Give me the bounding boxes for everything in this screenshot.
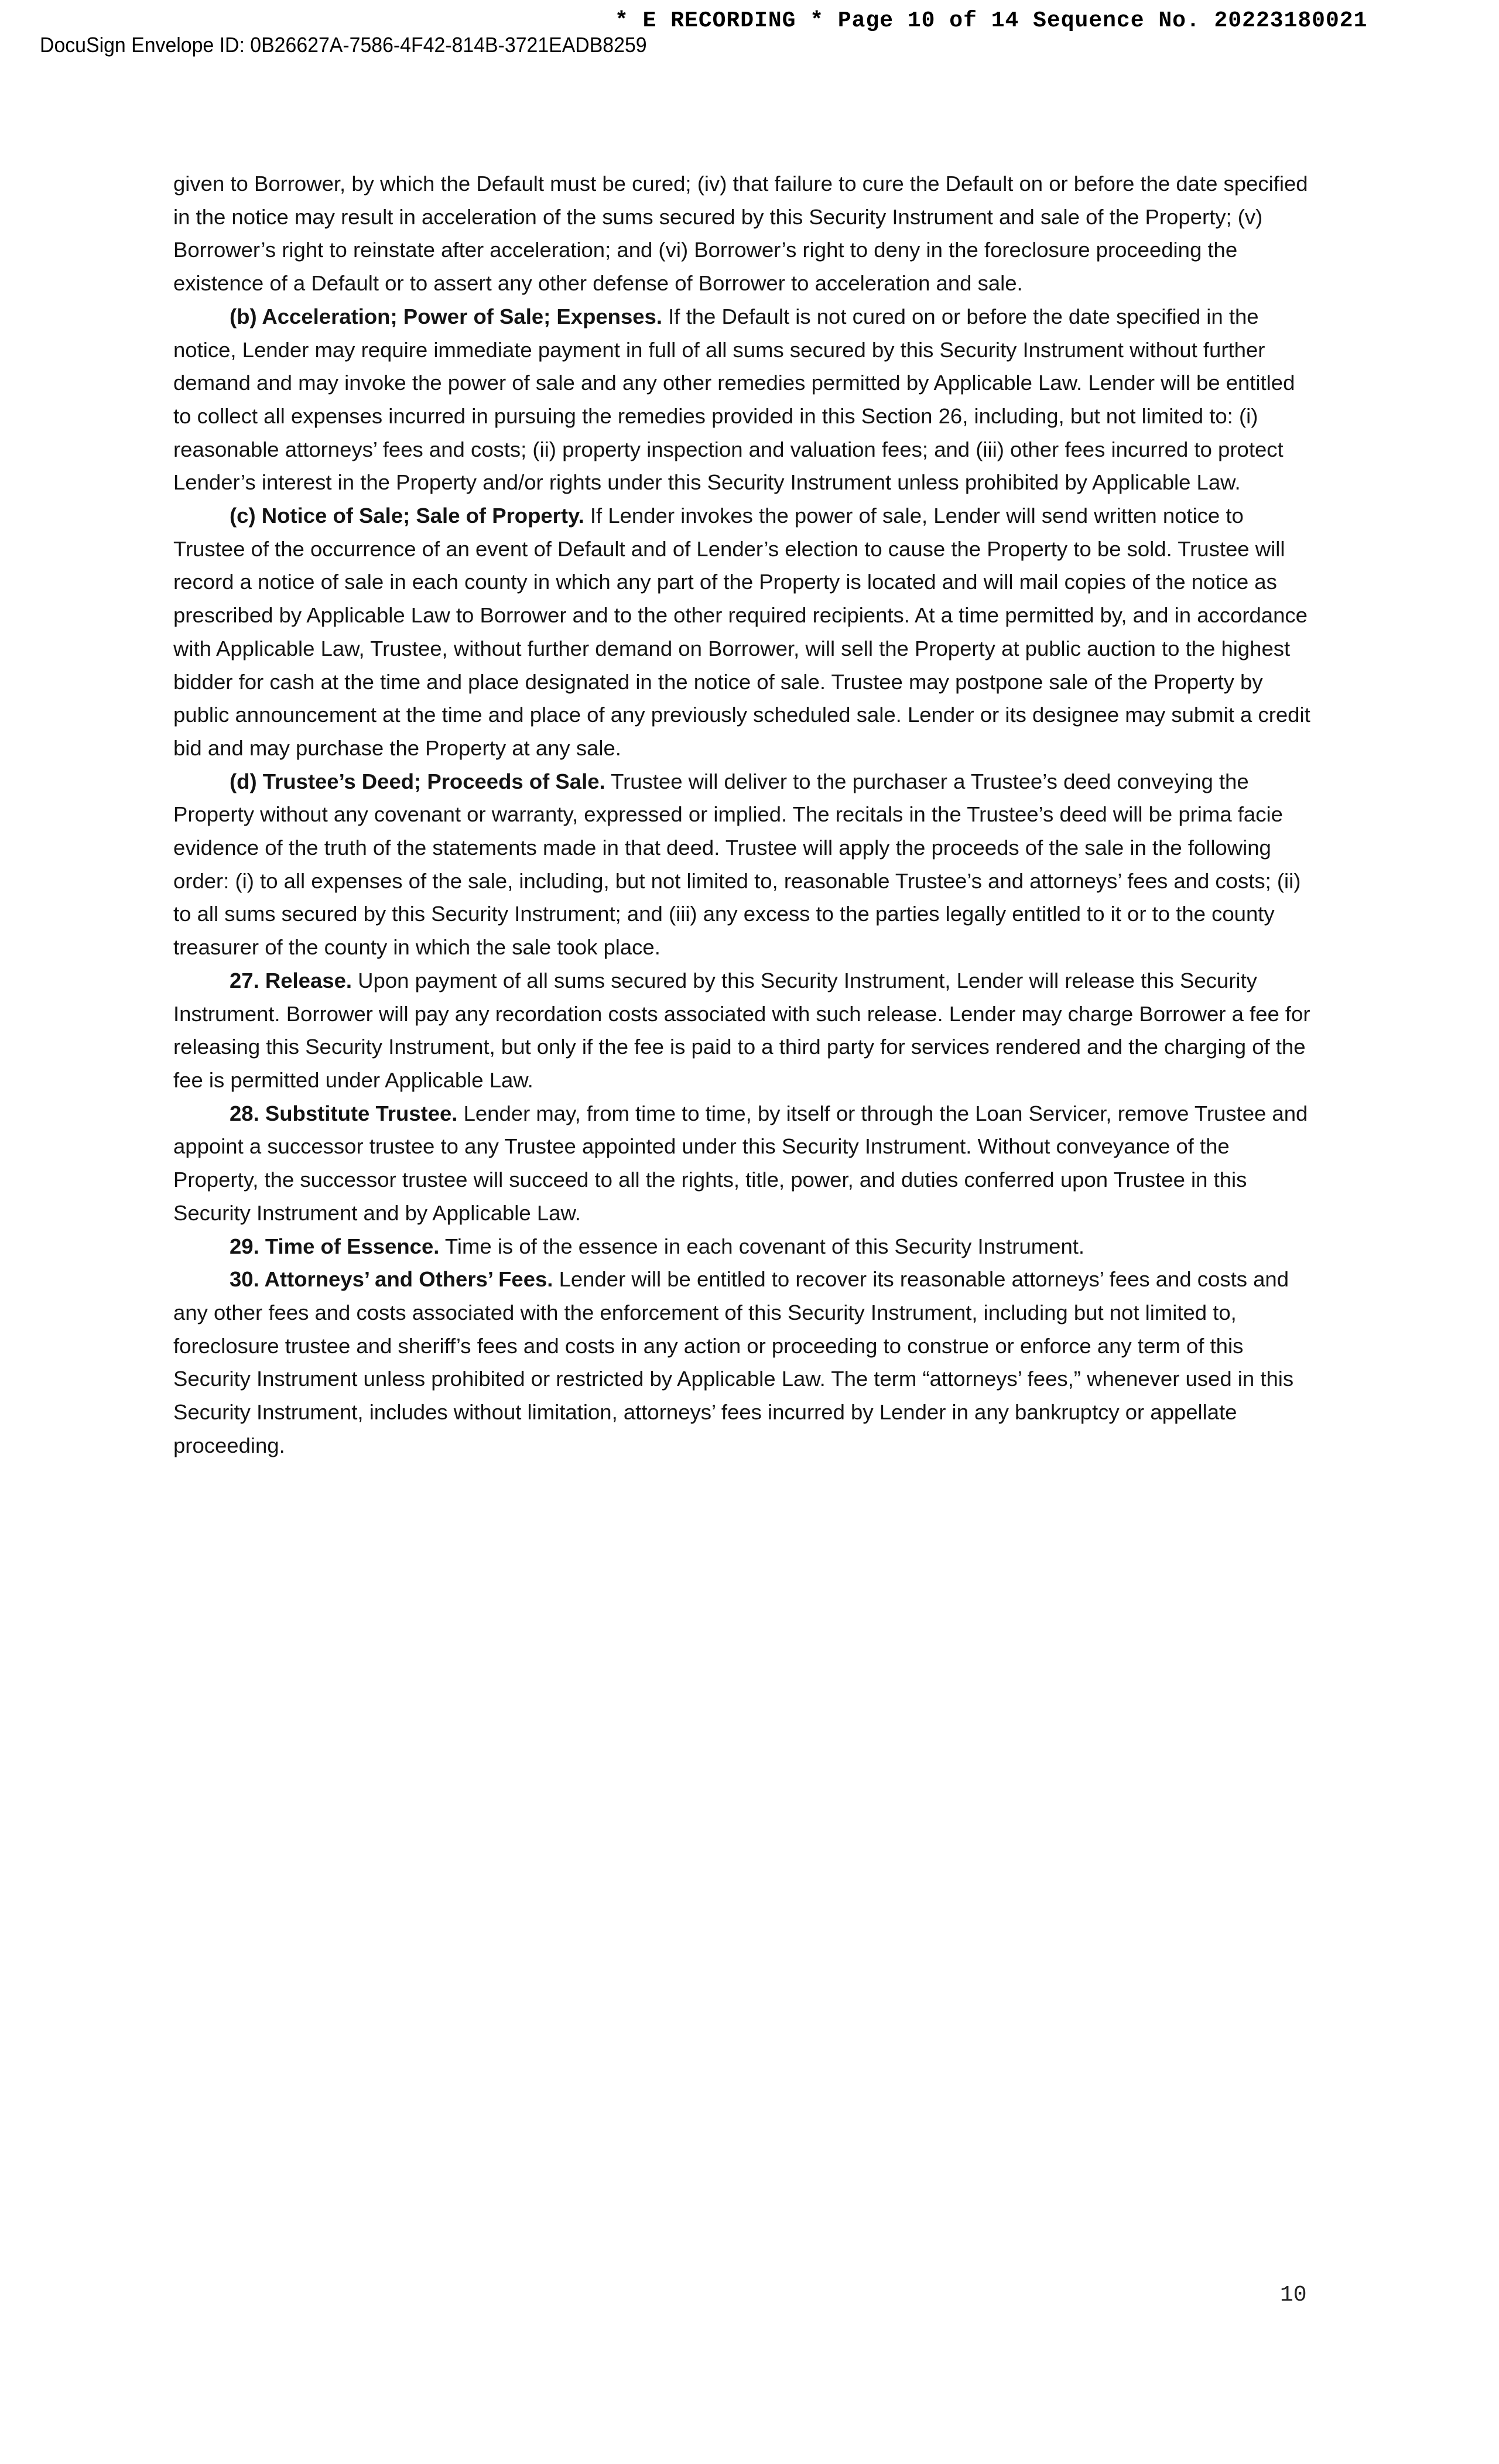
section-text-time-of-essence: Time is of the essence in each covenant of this Security Instrument. bbox=[439, 1234, 1085, 1258]
paragraph-notice-of-sale bbox=[173, 499, 1316, 765]
section-heading-time-of-essence: 29. Time of Essence. bbox=[230, 1234, 440, 1258]
paragraph-attorneys-fees bbox=[173, 1263, 1316, 1462]
section-heading-acceleration: (b) Acceleration; Power of Sale; Expenses. bbox=[230, 304, 663, 328]
section-text-trustees-deed: Trustee will deliver to the purchaser a Trustee’s deed conveying the Property without any covenant or warranty, expressed or implied. The recitals in the Trustee’s deed will be prima facie evidence of the truth of the statements made in that deed. Trustee will apply the proceeds of the sale in the following order: (i) to all expenses of the sale, including, but not limited to, reasonable Trustee’s and attorneys’ fees and costs; (ii) to all sums secured by this Security Instrument; and (iii) any excess to the parties legally entitled to it or to the county treasurer of the county in which the sale took place. bbox=[173, 769, 1301, 960]
paragraph-trustees-deed bbox=[173, 765, 1316, 964]
paragraph-release bbox=[173, 964, 1316, 1097]
section-heading-release: 27. Release. bbox=[230, 968, 352, 993]
section-heading-notice-of-sale: (c) Notice of Sale; Sale of Property. bbox=[230, 504, 584, 528]
section-heading-attorneys-fees: 30. Attorneys’ and Others’ Fees. bbox=[230, 1267, 553, 1292]
section-heading-trustees-deed: (d) Trustee’s Deed; Proceeds of Sale. bbox=[230, 769, 605, 793]
section-text-release: Upon payment of all sums secured by this Security Instrument, Lender will release this Security Instrument. Borrower will pay any recordation costs associated with such release. Lender may charge Borrower a fee for releasing this Security Instrument, but only if the fee is paid to a third party for services rendered and the charging of the fee is permitted under Applicable Law. bbox=[173, 968, 1310, 1092]
paragraph-continuation: given to Borrower, by which the Default must be cured; (iv) that failure to cure the Default on or before the date specified in the notice may result in acceleration of the sums secured by this Security Instrument and sale of the Property; (v) Borrower’s right to reinstate after acceleration; and (vi) Borrower’s right to deny in the foreclosure proceeding the existence of a Default or to assert any other defense of Borrower to acceleration and sale. bbox=[173, 172, 1308, 296]
section-text-acceleration: If the Default is not cured on or before the date specified in the notice, Lender may require immediate payment in full of all sums secured by this Security Instrument without further demand and may invoke the power of sale and any other remedies permitted by Applicable Law. Lender will be entitled to collect all expenses incurred in pursuing the remedies provided in this Section 26, including, but not limited to: (i) reasonable attorneys’ fees and costs; (ii) property inspection and valuation fees; and (iii) other fees incurred to protect Lender’s interest in the Property and/or rights under this Security Instrument unless prohibited by Applicable Law. bbox=[173, 304, 1295, 495]
section-text-attorneys-fees: Lender will be entitled to recover its reasonable attorneys’ fees and costs and any other fees and costs associated with the enforcement of this Security Instrument, including but not limited to, foreclosure trustee and sheriff’s fees and costs in any action or proceeding to construe or enforce any term of this Security Instrument unless prohibited or restricted by Applicable Law. The term “attorneys’ fees,” whenever used in this Security Instrument, includes without limitation, attorneys’ fees incurred by Lender in any bankruptcy or appellate proceeding. bbox=[173, 1267, 1294, 1457]
section-text-notice-of-sale: If Lender invokes the power of sale, Lender will send written notice to Trustee of the occurrence of an event of Default and of Lender’s election to cause the Property to be sold. Trustee will record a notice of sale in each county in which any part of the Property is located and will mail copies of the notice as prescribed by Applicable Law to Borrower and to the other required recipients. At a time permitted by, and in accordance with Applicable Law, Trustee, without further demand on Borrower, will sell the Property at public auction to the highest bidder for cash at the time and place designated in the notice of sale. Trustee may postpone sale of the Property by public announcement at the time and place of any previously scheduled sale. Lender or its designee may submit a credit bid and may purchase the Property at any sale. bbox=[173, 504, 1310, 760]
docusign-envelope-id: DocuSign Envelope ID: 0B26627A-7586-4F42-814B-3721EADB8259 bbox=[40, 33, 647, 57]
document-body bbox=[173, 167, 1316, 1462]
page-number: 10 bbox=[1280, 2282, 1307, 2308]
paragraph-acceleration bbox=[173, 300, 1316, 499]
section-text-substitute-trustee: Lender may, from time to time, by itself or through the Loan Servicer, remove Trustee and appoint a successor trustee to any Trustee appointed under this Security Instrument. Without conveyance of the Property, the successor trustee will succeed to all the rights, title, power, and duties conferred upon Trustee in this Security Instrument and by Applicable Law. bbox=[173, 1101, 1308, 1225]
paragraph-time-of-essence bbox=[173, 1230, 1316, 1264]
section-heading-substitute-trustee: 28. Substitute Trustee. bbox=[230, 1101, 458, 1125]
recording-header: * E RECORDING * Page 10 of 14 Sequence No. 20223180021 bbox=[615, 8, 1368, 33]
paragraph-substitute-trustee bbox=[173, 1097, 1316, 1230]
